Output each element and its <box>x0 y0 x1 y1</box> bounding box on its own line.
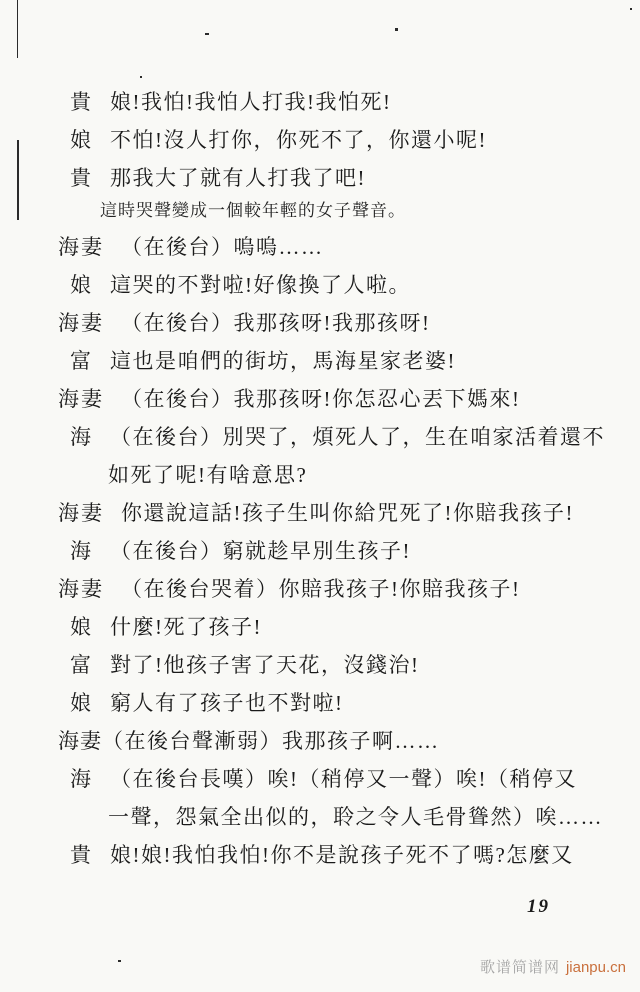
script-line <box>0 615 620 639</box>
speaker-label: 海妻 <box>58 235 104 259</box>
speaker-label: 海 <box>70 767 93 791</box>
speaker-label: 海妻 <box>58 387 104 411</box>
watermark <box>480 956 626 977</box>
speaker-label: 海 <box>70 539 93 563</box>
speaker-label: 貴 <box>70 843 93 867</box>
script-line <box>0 166 620 190</box>
script-line <box>0 767 620 791</box>
script-text-block <box>0 90 620 881</box>
speaker-label: 海妻 <box>58 501 104 525</box>
script-line <box>0 311 620 335</box>
scan-noise <box>205 33 209 35</box>
dialogue-text: （在後台）我那孩呀!你怎忍心丟下媽來! <box>121 387 521 411</box>
dialogue-text: 這也是咱們的街坊，馬海星家老婆! <box>110 349 456 373</box>
script-line <box>0 199 620 223</box>
speaker-label: 海妻 <box>58 311 104 335</box>
dialogue-text: （在後台）我那孩呀!我那孩呀! <box>121 311 431 335</box>
stage-direction-text: 這時哭聲變成一個較年輕的女子聲音。 <box>100 201 406 220</box>
dialogue-text: （在後台）別哭了，煩死人了，生在咱家活着還不 <box>110 425 605 449</box>
scan-noise <box>630 8 632 10</box>
speaker-label: 貴 <box>70 90 93 114</box>
watermark-site-url[interactable]: jianpu.cn <box>565 959 626 976</box>
speaker-label: 海妻 <box>58 577 104 601</box>
dialogue-text: 什麼!死了孩子! <box>110 615 262 639</box>
dialogue-text: 如死了呢!有啥意思? <box>108 463 308 487</box>
dialogue-text: （在後台聲漸弱）我那孩子啊…… <box>102 729 440 753</box>
watermark-site-name: 歌谱简谱网 <box>479 959 560 976</box>
dialogue-text: 窮人有了孩子也不對啦! <box>110 691 344 715</box>
speaker-label: 貴 <box>70 166 93 190</box>
script-line <box>0 128 620 152</box>
script-line <box>0 577 620 601</box>
speaker-label: 富 <box>70 349 93 373</box>
script-line <box>0 805 620 829</box>
dialogue-text: 你還說這話!孩子生叫你給咒死了!你賠我孩子! <box>121 501 574 525</box>
scan-noise <box>118 960 121 962</box>
script-line <box>0 235 620 259</box>
speaker-label: 娘 <box>70 273 93 297</box>
dialogue-text: 這哭的不對啦!好像換了人啦。 <box>110 273 411 297</box>
script-line <box>0 653 620 677</box>
script-line <box>0 463 620 487</box>
script-line <box>0 273 620 297</box>
script-line <box>0 539 620 563</box>
dialogue-text: 不怕!沒人打你，你死不了，你還小呢! <box>110 128 487 152</box>
scan-noise <box>395 28 398 31</box>
script-line <box>0 843 620 867</box>
dialogue-text: （在後台長嘆）唉!（稍停又一聲）唉!（稍停又 <box>110 767 577 791</box>
scan-noise <box>17 0 18 58</box>
speaker-label: 海 <box>70 425 93 449</box>
script-line <box>0 729 620 753</box>
speaker-label: 海妻 <box>58 729 102 753</box>
script-line <box>0 691 620 715</box>
speaker-label: 娘 <box>70 615 93 639</box>
scan-noise <box>140 76 142 78</box>
dialogue-text: （在後台）嗚嗚…… <box>121 235 324 259</box>
script-line <box>0 425 620 449</box>
dialogue-text: 對了!他孩子害了天花，沒錢治! <box>110 653 420 677</box>
dialogue-text: 娘!娘!我怕我怕!你不是說孩子死不了嗎?怎麼又 <box>110 843 574 867</box>
speaker-label: 娘 <box>70 691 93 715</box>
dialogue-text: 娘!我怕!我怕人打我!我怕死! <box>110 90 392 114</box>
dialogue-text: 一聲，怨氣全出似的，聆之令人毛骨聳然）唉…… <box>108 805 603 829</box>
speaker-label: 富 <box>70 653 93 677</box>
dialogue-text: （在後台哭着）你賠我孩子!你賠我孩子! <box>121 577 521 601</box>
scan-noise <box>17 140 19 220</box>
script-line <box>0 349 620 373</box>
script-line <box>0 90 620 114</box>
script-line <box>0 387 620 411</box>
speaker-label: 娘 <box>70 128 93 152</box>
script-line <box>0 501 620 525</box>
dialogue-text: 那我大了就有人打我了吧! <box>110 166 366 190</box>
dialogue-text: （在後台）窮就趁早別生孩子! <box>110 539 411 563</box>
page-number: 19 <box>527 896 550 917</box>
